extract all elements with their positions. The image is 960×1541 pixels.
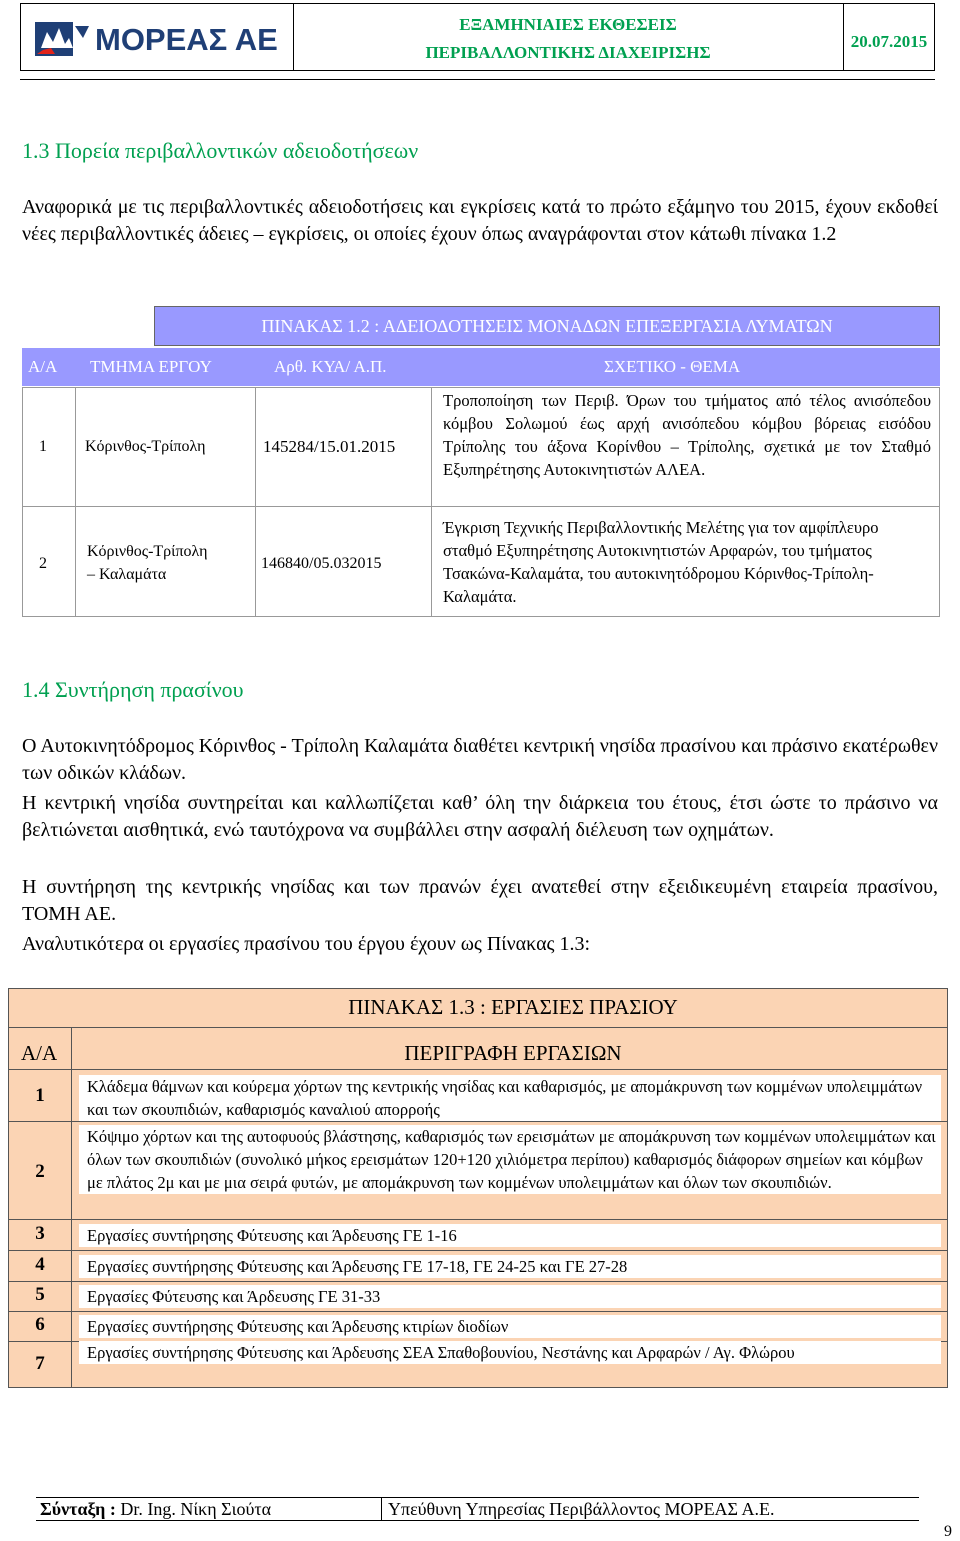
page-header bbox=[20, 3, 935, 71]
logo-emblem-icon bbox=[33, 18, 91, 58]
table-1-3-row2-text: Κόψιμο χόρτων και της αυτοφυούς βλάστησης, καθαρισμός των ερεισμάτων με απομάκρυνση των κομμένων υπολειμμάτων και όλων των σκουπιδιών (συνολικό μήκος ερεισμάτων 120+120 χιλιόμετρα περίπου) καθαρισμός διάφορων σημείων και κόμβων με πλάτος 2μ και με μια σειρά φυτών, με απομάκρυνση των κομμένων υπολειμμάτων και όλων των σκουπιδιών. bbox=[79, 1125, 941, 1194]
footer-author bbox=[40, 1498, 271, 1520]
table-1-3-row5-text: Εργασίες Φύτευσης και Άρδευσης ΓΕ 31-33 bbox=[79, 1285, 941, 1308]
table-1-3-row6-aa: 6 bbox=[35, 1314, 45, 1335]
page-footer bbox=[36, 1497, 919, 1521]
table-1-2-header-aa: Α/Α bbox=[28, 357, 58, 376]
footer-responsible: Υπεύθυνη Υπηρεσίας Περιβάλλοντος ΜΟΡΕΑΣ Α.Ε. bbox=[388, 1499, 775, 1519]
table-1-3 bbox=[8, 988, 948, 1388]
table-1-3-row-divider bbox=[9, 1250, 947, 1251]
section-1-4-paragraph-1: Ο Αυτοκινητόδρομος Κόρινθος - Τρίπολη Καλαμάτα διαθέτει κεντρική νησίδα πρασίνου και πράσινο εκατέρωθεν των οδικών κλάδων. bbox=[22, 735, 938, 784]
table-1-3-row-divider bbox=[9, 1219, 947, 1220]
header-date-cell bbox=[843, 4, 935, 70]
table-1-2-col-divider bbox=[255, 388, 256, 616]
header-title-cell bbox=[293, 4, 844, 70]
table-1-3-row3-text: Εργασίες συντήρησης Φύτευσης και Άρδευσης ΓΕ 1-16 bbox=[79, 1224, 941, 1247]
table-1-3-header-description: ΠΕΡΙΓΡΑΦΗ ΕΡΓΑΣΙΩΝ bbox=[404, 1041, 622, 1065]
logo-text: ΜΟΡΕΑΣ ΑΕ bbox=[95, 22, 278, 57]
table-1-3-row5-aa: 5 bbox=[35, 1284, 45, 1305]
table-1-2-header-row bbox=[22, 348, 940, 386]
table-1-3-header-aa: Α/Α bbox=[21, 1041, 58, 1065]
footer-divider bbox=[381, 1498, 382, 1520]
table-1-3-row2-aa: 2 bbox=[35, 1161, 45, 1182]
footer-label: Σύνταξη : bbox=[40, 1499, 116, 1519]
table-1-2-row1-subject: Τροποποίηση των Περιβ. Όρων του τμήματος από τέλος ανισόπεδου κόμβου Σολωμού έως αρχή ανισόπεδου κόμβου βόρειας εισόδου Τρίπολης του άξονα Κορίνθου – Τρίπολης, σχετικά με τον Σταθμό Εξυπηρέτησης Αυτοκινητιστών ΑΛΕΑ. bbox=[443, 391, 931, 479]
table-1-2-header-subject: ΣΧΕΤΙΚΟ - ΘΕΜΑ bbox=[604, 357, 741, 376]
section-1-4-paragraph-2: Η κεντρική νησίδα συντηρείται και καλλωπίζεται καθ’ όλη την διάρκεια του έτους, έτσι ώστε το πράσινο να βελτιώνεται αισθητικά, ενώ ταυτόχρονα να συμβάλλει στην ασφαλή διέλευση των οχημάτων. bbox=[22, 792, 938, 841]
table-1-3-row1-text: Κλάδεμα θάμνων και κούρεμα χόρτων της κεντρικής νησίδας και καθαρισμός, με απομάκρυνση των κομμένων υπολειμμάτων και των σκουπιδιών, καθαρισμός καναλιού απορροής bbox=[79, 1075, 941, 1121]
section-heading-1-3: 1.3 Πορεία περιβαλλοντικών αδειοδοτήσεων bbox=[22, 138, 419, 163]
table-1-2-col-divider bbox=[75, 388, 76, 616]
footer-author-name: Dr. Ing. Νίκη Σιούτα bbox=[115, 1499, 272, 1519]
table-1-3-row-divider bbox=[9, 1027, 947, 1028]
table-1-2-row1-aa: 1 bbox=[39, 438, 47, 455]
section-heading-1-4: 1.4 Συντήρηση πρασίνου bbox=[22, 677, 244, 702]
logo-cell bbox=[21, 4, 294, 70]
table-1-2-row2-ref: 146840/05.032015 bbox=[261, 555, 382, 572]
table-1-2-header-section: ΤΜΗΜΑ ΕΡΓΟΥ bbox=[90, 357, 212, 376]
table-1-3-row3-aa: 3 bbox=[35, 1223, 45, 1244]
header-title-line1: ΕΞΑΜΗΝΙΑΙΕΣ ΕΚΘΕΣΕΙΣ bbox=[459, 15, 677, 34]
table-1-3-row-divider bbox=[9, 1121, 947, 1122]
section-1-4-paragraph-4: Αναλυτικότερα οι εργασίες πρασίνου του έργου έχουν ως Πίνακας 1.3: bbox=[22, 933, 591, 955]
table-1-2-header-ref: Αρθ. ΚΥΑ/ Α.Π. bbox=[274, 357, 387, 376]
table-1-2-row2-aa: 2 bbox=[39, 555, 47, 572]
section-1-3-paragraph: Αναφορικά με τις περιβαλλοντικές αδειοδοτήσεις και εγκρίσεις κατά το πρώτο εξάμηνο του 2015, έχουν εκδοθεί νέες περιβαλλοντικές άδειες – εγκρίσεις, οι οποίες έχουν όπως αναγράφονται στον κάτωθι πίνακα 1.2 bbox=[22, 196, 938, 245]
table-1-3-row7-text: Εργασίες συντήρησης Φύτευσης και Άρδευσης ΣΕΑ Σπαθοβουνίου, Νεστάνης και Αρφαρών / Αγ. Φλώρου bbox=[79, 1341, 941, 1364]
table-1-2-title: ΠΙΝΑΚΑΣ 1.2 : ΑΔΕΙΟΔΟΤΗΣΕΙΣ ΜΟΝΑΔΩΝ ΕΠΕΞΕΡΓΑΣΙΑ ΛΥΜΑΤΩΝ bbox=[154, 306, 940, 346]
table-1-3-row1-aa: 1 bbox=[35, 1085, 45, 1106]
header-title-line2: ΠΕΡΙΒΑΛΛΟΝΤΙΚΗΣ ΔΙΑΧΕΙΡΙΣΗΣ bbox=[425, 43, 711, 62]
page-number: 9 bbox=[944, 1523, 952, 1540]
section-1-4-paragraph-3: Η συντήρηση της κεντρικής νησίδας και των πρανών έχει ανατεθεί στην εξειδικευμένη εταιρεία πρασίνου, ΤΟΜΗ ΑΕ. bbox=[22, 876, 938, 925]
table-1-3-row-divider bbox=[9, 1281, 947, 1282]
table-1-3-row-divider bbox=[9, 1069, 947, 1070]
table-1-2-row2-section-line2: – Καλαμάτα bbox=[87, 566, 167, 583]
header-divider bbox=[20, 79, 935, 80]
table-1-2-row2-section-line1: Κόρινθος-Τρίπολη bbox=[87, 543, 208, 560]
table-1-3-col-divider bbox=[71, 1027, 72, 1387]
header-date: 20.07.2015 bbox=[850, 32, 928, 51]
table-1-2-row2-subject: Έγκριση Τεχνικής Περιβαλλοντικής Μελέτης για τον αμφίπλευρο σταθμό Εξυπηρέτησης Αυτοκινητιστών Αρφαρών, του τμήματος Τσακώνα-Καλαμάτα, του αυτοκινητόδρομου Κόρινθος-Τρίπολη-Καλαμάτα. bbox=[443, 518, 879, 606]
table-1-3-row4-aa: 4 bbox=[35, 1254, 45, 1275]
table-1-2-body bbox=[22, 387, 940, 617]
table-1-3-row-divider bbox=[9, 1311, 947, 1312]
table-1-2-row1-ref: 145284/15.01.2015 bbox=[263, 437, 396, 456]
table-1-2-col-divider bbox=[431, 388, 432, 616]
table-1-3-row6-text: Εργασίες συντήρησης Φύτευσης και Άρδευσης κτιρίων διοδίων bbox=[79, 1315, 941, 1338]
table-1-2-row-divider bbox=[23, 506, 939, 507]
company-logo bbox=[33, 18, 283, 58]
table-1-2-row1-section: Κόρινθος-Τρίπολη bbox=[85, 438, 206, 455]
table-1-3-row7-aa: 7 bbox=[35, 1353, 45, 1374]
table-1-3-row4-text: Εργασίες συντήρησης Φύτευσης και Άρδευσης ΓΕ 17-18, ΓΕ 24-25 και ΓΕ 27-28 bbox=[79, 1255, 941, 1278]
table-1-3-title: ΠΙΝΑΚΑΣ 1.3 : ΕΡΓΑΣΙΕΣ ΠΡΑΣΙΟΥ bbox=[348, 995, 678, 1019]
